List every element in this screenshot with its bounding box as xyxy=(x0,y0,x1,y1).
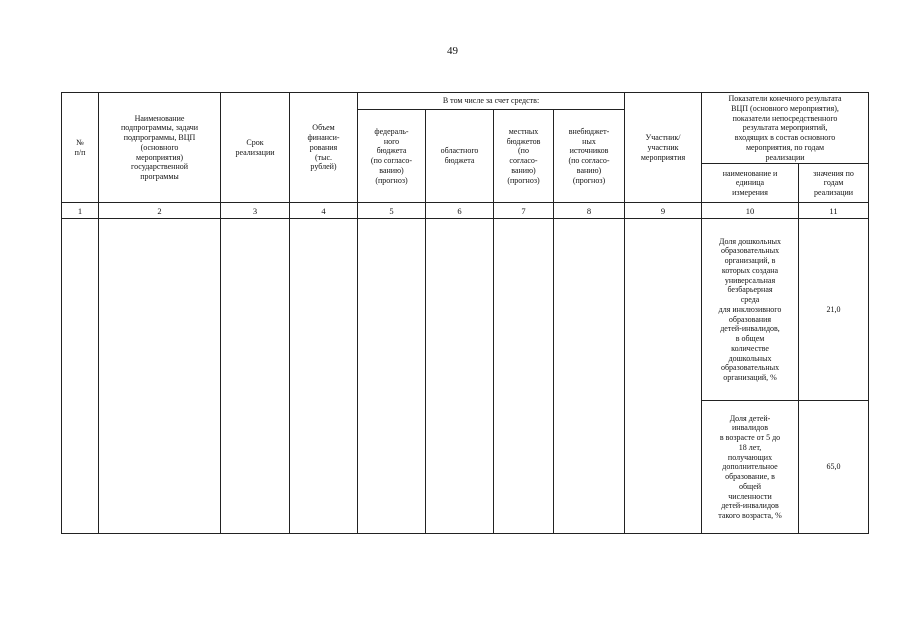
indicator-value: 21,0 xyxy=(799,219,869,401)
header-indicators: Показатели конечного результата ВЦП (основного мероприятия), показатели непосредственного результата мероприятий, входящих в состав основного мероприятия, по годам реализации xyxy=(702,93,869,164)
column-number: 3 xyxy=(221,203,290,219)
empty-cell xyxy=(358,219,426,534)
column-number: 4 xyxy=(290,203,358,219)
column-number: 10 xyxy=(702,203,799,219)
header-funding-volume: Объем финанси- рования (тыс. рублей) xyxy=(290,93,358,203)
header-period: Срок реализации xyxy=(221,93,290,203)
column-number: 1 xyxy=(62,203,99,219)
indicator-name: Доля детей- инвалидов в возрасте от 5 до 18 лет, получающих дополнительное образование, в общей численности детей-инвалидов такого возраста, % xyxy=(702,401,799,534)
empty-cell xyxy=(99,219,221,534)
empty-cell xyxy=(62,219,99,534)
indicator-name: Доля дошкольных образовательных организаций, в которых создана универсальная безбарьерная среда для инклюзивного образования детей-инвалидов, в общем количестве дошкольных образовательных организаций, % xyxy=(702,219,799,401)
header-indicator-name: наименование и единица измерения xyxy=(702,164,799,203)
empty-cell xyxy=(290,219,358,534)
empty-cell xyxy=(426,219,494,534)
header-local-budgets: местных бюджетов (по согласо- ванию) (прогноз) xyxy=(494,110,554,203)
column-number: 6 xyxy=(426,203,494,219)
header-participant: Участник/ участник мероприятия xyxy=(625,93,702,203)
program-table xyxy=(61,92,869,534)
column-number: 7 xyxy=(494,203,554,219)
header-funding-sources: В том числе за счет средств: xyxy=(358,93,625,110)
empty-cell xyxy=(554,219,625,534)
header-federal-budget: федераль- ного бюджета (по согласо- ванию) (прогноз) xyxy=(358,110,426,203)
header-number: № п/п xyxy=(62,93,99,203)
column-number: 2 xyxy=(99,203,221,219)
empty-cell xyxy=(625,219,702,534)
header-regional-budget: областного бюджета xyxy=(426,110,494,203)
column-number: 8 xyxy=(554,203,625,219)
header-indicator-values: значения по годам реализации xyxy=(799,164,869,203)
empty-cell xyxy=(221,219,290,534)
column-number: 9 xyxy=(625,203,702,219)
column-number: 5 xyxy=(358,203,426,219)
indicator-value: 65,0 xyxy=(799,401,869,534)
column-number: 11 xyxy=(799,203,869,219)
header-subprogram-name: Наименование подпрограммы, задачи подпрограммы, ВЦП (основного мероприятия) государственной программы xyxy=(99,93,221,203)
empty-cell xyxy=(494,219,554,534)
header-extrabudgetary: внебюджет- ных источников (по согласо- ванию) (прогноз) xyxy=(554,110,625,203)
page-number: 49 xyxy=(447,45,458,57)
table-row xyxy=(62,219,869,401)
